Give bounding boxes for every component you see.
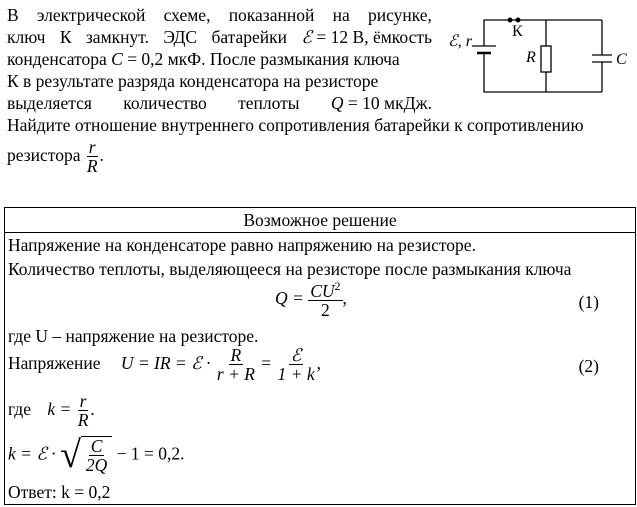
cap-value: = 0,2 мкФ. После размыкания ключа bbox=[127, 49, 400, 69]
eq2-lhs: U = IR = ℰ · bbox=[120, 352, 211, 373]
eq4-numerator: C bbox=[90, 436, 103, 456]
eq2-denominator-1: r + R bbox=[216, 364, 255, 385]
word: замкнут. bbox=[85, 27, 149, 47]
solution-line-3: где U – напряжение на резисторе. bbox=[8, 326, 259, 346]
problem-line-7 bbox=[7, 138, 104, 176]
emf-symbol: ℰ bbox=[301, 27, 313, 47]
eq2-label: Напряжение bbox=[8, 352, 101, 373]
word: резистора bbox=[7, 144, 81, 165]
emf-value: = 12 В, ёмкость bbox=[316, 27, 432, 47]
word: рисунке, bbox=[367, 5, 432, 25]
word: теплоты bbox=[238, 93, 300, 113]
wire-left-top bbox=[484, 20, 508, 46]
eq1-num-text: CU bbox=[310, 280, 335, 301]
eq2-denominator-2: 1 + k bbox=[277, 364, 315, 385]
eq3-lhs: k = bbox=[47, 398, 72, 419]
word: выделяется bbox=[7, 93, 92, 113]
solution-line-1: Напряжение на конденсаторе равно напряжению на резисторе. bbox=[8, 235, 476, 255]
eq2-equals: = bbox=[261, 352, 272, 373]
ratio-denominator: R bbox=[86, 156, 98, 177]
word: показанной bbox=[228, 5, 315, 25]
resistor-label: R bbox=[526, 49, 536, 66]
line-text: К в результате разряда конденсатора на резисторе bbox=[7, 71, 379, 91]
eq2-numerator-2: ℰ bbox=[290, 345, 302, 365]
eq2-fraction-2 bbox=[276, 346, 317, 384]
problem-line-1 bbox=[7, 4, 432, 26]
eq3-denominator: R bbox=[77, 410, 89, 431]
problem-line-2 bbox=[7, 26, 432, 48]
equation-1-number: (1) bbox=[578, 292, 599, 312]
word: ЭДС bbox=[163, 27, 198, 47]
eq4-tail: − 1 = 0,2. bbox=[116, 443, 185, 464]
solution-box bbox=[4, 207, 636, 505]
eq1-exponent: 2 bbox=[334, 279, 341, 293]
problem-line-5 bbox=[7, 92, 432, 114]
q-symbol: Q bbox=[330, 93, 344, 113]
answer-line: Ответ: k = 0,2 bbox=[8, 482, 111, 502]
ratio-fraction bbox=[85, 138, 100, 176]
problem-line-3 bbox=[7, 48, 400, 70]
q-value: = 10 мкДж. bbox=[347, 93, 432, 113]
problem-line-4 bbox=[7, 70, 378, 92]
word: конденсатора bbox=[7, 49, 107, 69]
eq2-fraction-1 bbox=[215, 346, 257, 384]
word: батарейки bbox=[211, 27, 288, 47]
q-given bbox=[331, 92, 432, 114]
switch-label: К bbox=[512, 23, 523, 40]
ratio-numerator: r bbox=[88, 137, 96, 157]
solution-header: Возможное решение bbox=[5, 208, 635, 233]
word: количество bbox=[123, 93, 207, 113]
eq2-tail: , bbox=[316, 352, 321, 373]
circuit-diagram bbox=[446, 6, 636, 98]
eq4-denominator: 2Q bbox=[85, 455, 108, 476]
emf-given bbox=[301, 26, 432, 48]
word: электрической bbox=[36, 5, 146, 25]
solution-line-2: Количество теплоты, выделяющееся на резисторе после размыкания ключа bbox=[8, 259, 572, 279]
sqrt-sign: √ bbox=[60, 434, 81, 477]
equation-2-number: (2) bbox=[578, 356, 599, 376]
eq3-fraction bbox=[76, 392, 91, 430]
line-text: Найдите отношение внутреннего сопротивления батарейки к сопротивлению bbox=[7, 115, 584, 135]
word: на bbox=[332, 5, 350, 25]
eq1-lhs: Q = bbox=[275, 287, 304, 308]
word: В bbox=[7, 5, 19, 25]
eq1-denominator: 2 bbox=[320, 300, 330, 321]
end-dot: . bbox=[99, 144, 104, 165]
eq2-numerator-1: R bbox=[230, 345, 242, 365]
eq3-label: где bbox=[8, 398, 31, 419]
word: схеме, bbox=[163, 5, 211, 25]
eq4-lhs: k = ℰ · bbox=[8, 443, 56, 464]
capacitor-label: C bbox=[616, 51, 627, 68]
problem-line-6 bbox=[7, 114, 584, 136]
eq1-numerator bbox=[308, 280, 342, 301]
equation-3 bbox=[8, 392, 95, 430]
eq3-numerator: r bbox=[79, 391, 87, 411]
cap-symbol: C bbox=[111, 49, 123, 69]
sqrt-radicand bbox=[81, 436, 112, 475]
resistor-body bbox=[541, 46, 551, 72]
word: К bbox=[59, 27, 72, 47]
equation-1 bbox=[275, 280, 347, 320]
equation-2 bbox=[8, 346, 321, 384]
eq1-tail: , bbox=[342, 287, 347, 308]
emf-label: ℰ, r bbox=[448, 33, 472, 50]
word: ключ bbox=[7, 27, 46, 47]
eq1-fraction bbox=[308, 280, 342, 320]
equation-4 bbox=[8, 436, 185, 475]
eq4-sqrt bbox=[60, 436, 112, 475]
eq4-fraction bbox=[84, 437, 109, 475]
eq3-tail: . bbox=[90, 398, 95, 419]
